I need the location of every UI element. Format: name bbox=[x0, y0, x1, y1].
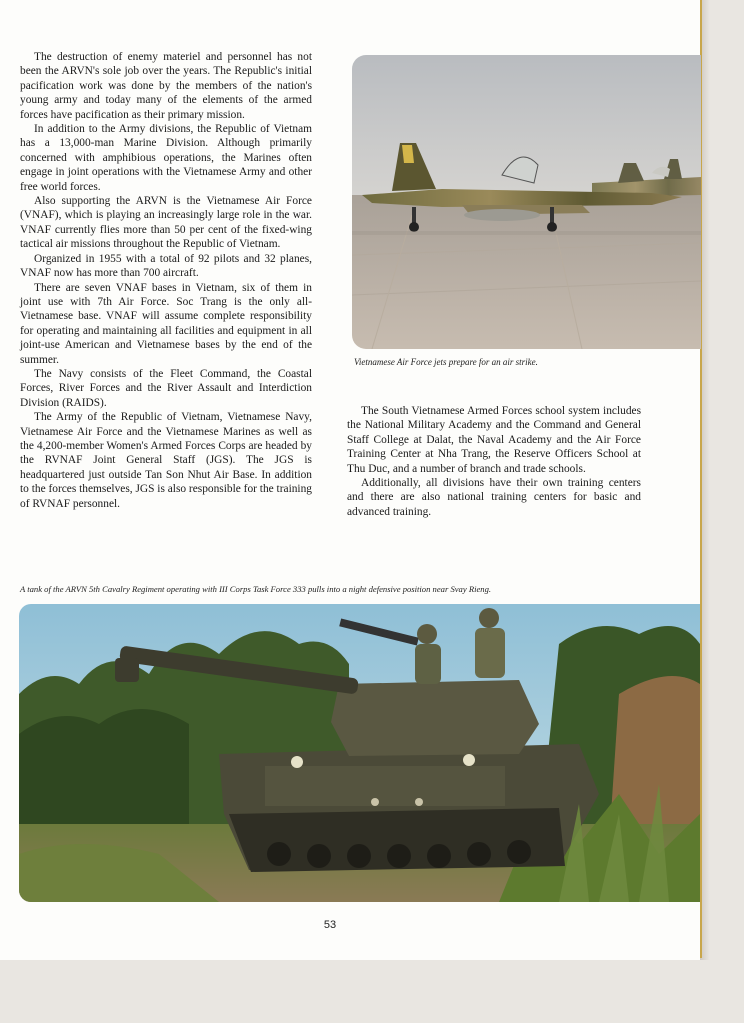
left-text-column bbox=[20, 50, 312, 511]
page-number: 53 bbox=[323, 919, 337, 931]
paragraph: The Navy consists of the Fleet Command, the Coastal Forces, River Forces and the River Assault and Interdiction Division (RAIDS). bbox=[20, 367, 312, 409]
paragraph: The destruction of enemy materiel and personnel has not been the ARVN's sole job over the years. The Republic's initial pacification work was done by the members of the nation's young army and today many of the elements of the armed forces have pacification as their primary mission. bbox=[20, 51, 312, 121]
jets-photo-caption: Vietnamese Air Force jets prepare for an air strike. bbox=[354, 357, 538, 367]
tank-photo-caption: A tank of the ARVN 5th Cavalry Regiment operating with III Corps Task Force 333 pulls into a night defensive position near Svay Rieng. bbox=[20, 584, 492, 594]
paragraph: Also supporting the ARVN is the Vietnamese Air Force (VNAF), which is playing an increasingly large role in the war. VNAF currently flies more than 50 per cent of the fixed-wing tactical air missions throughout the Republic of Vietnam. bbox=[20, 195, 312, 251]
paragraph: Organized in 1955 with a total of 92 pilots and 32 planes, VNAF now has more than 700 aircraft. bbox=[20, 252, 312, 280]
tank-photo bbox=[19, 604, 700, 902]
paragraph: There are seven VNAF bases in Vietnam, six of them in joint use with 7th Air Force. Soc Trang is the only all-Vietnamese base. VNAF will assume complete responsibility for operating and maintaining all facilities and equipment in all joint-use American and Vietnamese bases by the end of the summer. bbox=[20, 281, 312, 366]
right-text-column bbox=[347, 404, 641, 519]
paragraph: The Army of the Republic of Vietnam, Vietnamese Navy, Vietnamese Air Force and the Vietnamese Marines as well as the 4,200-member Women's Armed Forces Corps are headed by the RVNAF Joint General Staff (JGS). The JGS is headquartered just outside Tan Son Nhut Air Base. In addition to the forces themselves, JGS is also responsible for the training of RVNAF personnel. bbox=[20, 411, 312, 510]
air-force-jets-photo bbox=[352, 55, 701, 349]
paragraph: The South Vietnamese Armed Forces school system includes the National Military Academy and the Command and General Staff College at Dalat, the Naval Academy and the Air Force Training Center at Nha Trang, the Reserve Officers School at Thu Duc, and a number of branch and trade schools. bbox=[347, 405, 641, 475]
paragraph: In addition to the Army divisions, the Republic of Vietnam has a 13,000-man Marine Division. Although primarily concerned with amphibious operations, the Marines often engage in joint operations with the Vietnamese Army and other free world forces. bbox=[20, 123, 312, 193]
paragraph: Additionally, all divisions have their own training centers and there are also national training centers for basic and advanced training. bbox=[347, 477, 641, 518]
